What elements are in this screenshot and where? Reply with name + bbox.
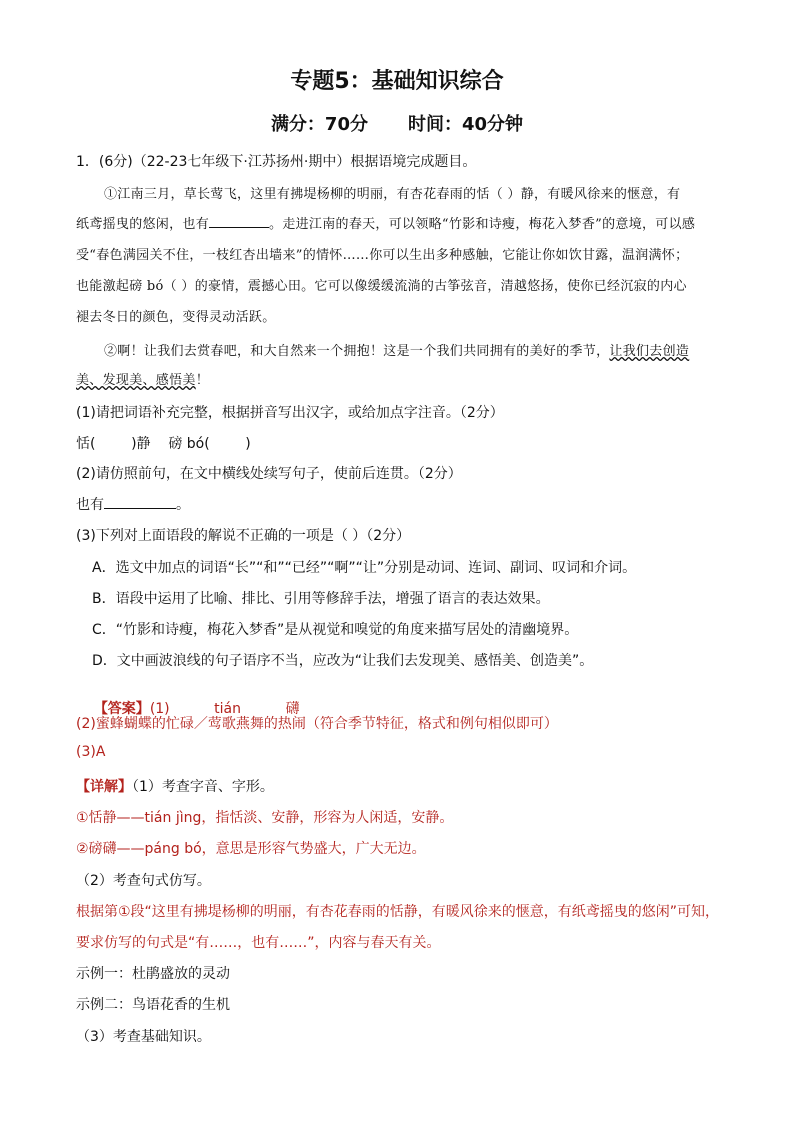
sub-question-2-fill-end: 。 (176, 497, 190, 513)
option-a: A．选文中加点的词语“长”“和”“已经”“啊”“让”分别是动词、连词、副词、叹词和介词。 (92, 560, 637, 576)
wavy-sentence-part-2: 美、发现美、感悟美 (76, 373, 196, 388)
passage-1-line-2-start: 纸鸢摇曳的悠闲，也有 (76, 217, 210, 232)
option-d: D．文中画波浪线的句子语序不当，应改为“让我们去发现美、感悟美、创造美”。 (92, 653, 594, 669)
fill-blank (209, 215, 269, 228)
exam-info (0, 110, 794, 136)
detail-1-b: ②磅礴——páng bó，意思是形容气势盛大，广大无边。 (76, 841, 426, 857)
sub-question-1-fill: 恬( )静 磅 bó( ) (76, 436, 251, 452)
option-c: C．“竹影和诗瘦，梅花入梦香”是从视觉和嗅觉的角度来描写居处的清幽境界。 (92, 622, 579, 638)
answer-3: (3)A (76, 744, 106, 760)
option-b: B．语段中运用了比喻、排比、引用等修辞手法，增强了语言的表达效果。 (92, 591, 550, 607)
detail-2-example-1: 示例一：杜鹃盛放的灵动 (76, 966, 230, 982)
question-intro: 1．(6分)（22-23七年级下·江苏扬州·期中）根据语境完成题目。 (76, 154, 477, 170)
exam-time: 时间：40分钟 (408, 114, 524, 135)
detail-2-example-2: 示例二：鸟语花香的生机 (76, 997, 230, 1013)
answer-1: (1) tián 礴 (149, 701, 300, 717)
wavy-sentence-part-1: 让我们去创造 (609, 344, 690, 359)
passage-1-line-3: 受“春色满园关不住，一枝红杏出墙来”的情怀……你可以生出多种感触，它能让你如饮甘露，温润满怀； (76, 248, 689, 263)
detail-3-head: （3）考查基础知识。 (76, 1029, 211, 1045)
sub-question-2: (2)请仿照前句，在文中横线处续写句子，使前后连贯。（2分） (76, 466, 462, 482)
sub-question-3: (3)下列对上面语段的解说不正确的一项是（ ）（2分） (76, 528, 411, 544)
answer-label: 【答案】 (93, 701, 150, 717)
passage-1-line-2 (76, 213, 695, 232)
document-title: 专题5：基础知识综合 (290, 69, 504, 94)
detail-2-b: 要求仿写的句式是“有……，也有……”，内容与春天有关。 (76, 935, 441, 951)
answer-2: (2)蜜蜂蝴蝶的忙碌／莺歌燕舞的热闹（符合季节特征，格式和例句相似即可） (76, 716, 558, 732)
sub-question-2-fill (76, 494, 190, 514)
passage-2-line-2 (76, 369, 209, 388)
detail-line-1 (76, 776, 274, 796)
fill-blank (104, 496, 176, 509)
passage-2-line-1 (104, 340, 689, 359)
detail-1-head: （1）考查字音、字形。 (132, 779, 274, 795)
detail-2-head: （2）考查句式仿写。 (76, 873, 211, 889)
passage-1-line-5: 褪去冬日的颜色，变得灵动活跃。 (76, 310, 276, 325)
passage-2-text: ②啊！让我们去赏春吧，和大自然来一个拥抱！这是一个我们共同拥有的美好的季节， (104, 344, 610, 359)
passage-2-end: ！ (195, 373, 210, 388)
detail-1-a: ①恬静——tián jìng，指恬淡、安静，形容为人闲适，安静。 (76, 810, 454, 826)
sub-question-1: (1)请把词语补充完整，根据拼音写出汉字，或给加点字注音。（2分） (76, 405, 504, 421)
detail-2-a: 根据第①段“这里有拂堤杨柳的明丽，有杏花春雨的恬静，有暖风徐来的惬意，有纸鸢摇曳的悠闲”可知， (76, 904, 720, 920)
passage-1-line-4: 也能激起磅 bó（ ）的豪情，震撼心田。它可以像缓缓流淌的古筝弦音，清越悠扬，使你已经沉寂的内心 (76, 279, 687, 294)
detail-label: 【详解】 (76, 779, 132, 795)
full-score: 满分：70分 (270, 114, 368, 135)
passage-1-line-1: ①江南三月，草长莺飞，这里有拂堤杨柳的明丽，有杏花春雨的恬（ ）静，有暖风徐来的惬意，有 (104, 187, 681, 202)
passage-1-line-2-end: 。走进江南的春天，可以领略“竹影和诗瘦，梅花入梦香”的意境，可以感 (269, 217, 696, 232)
sub-question-2-fill-text: 也有 (76, 497, 104, 513)
